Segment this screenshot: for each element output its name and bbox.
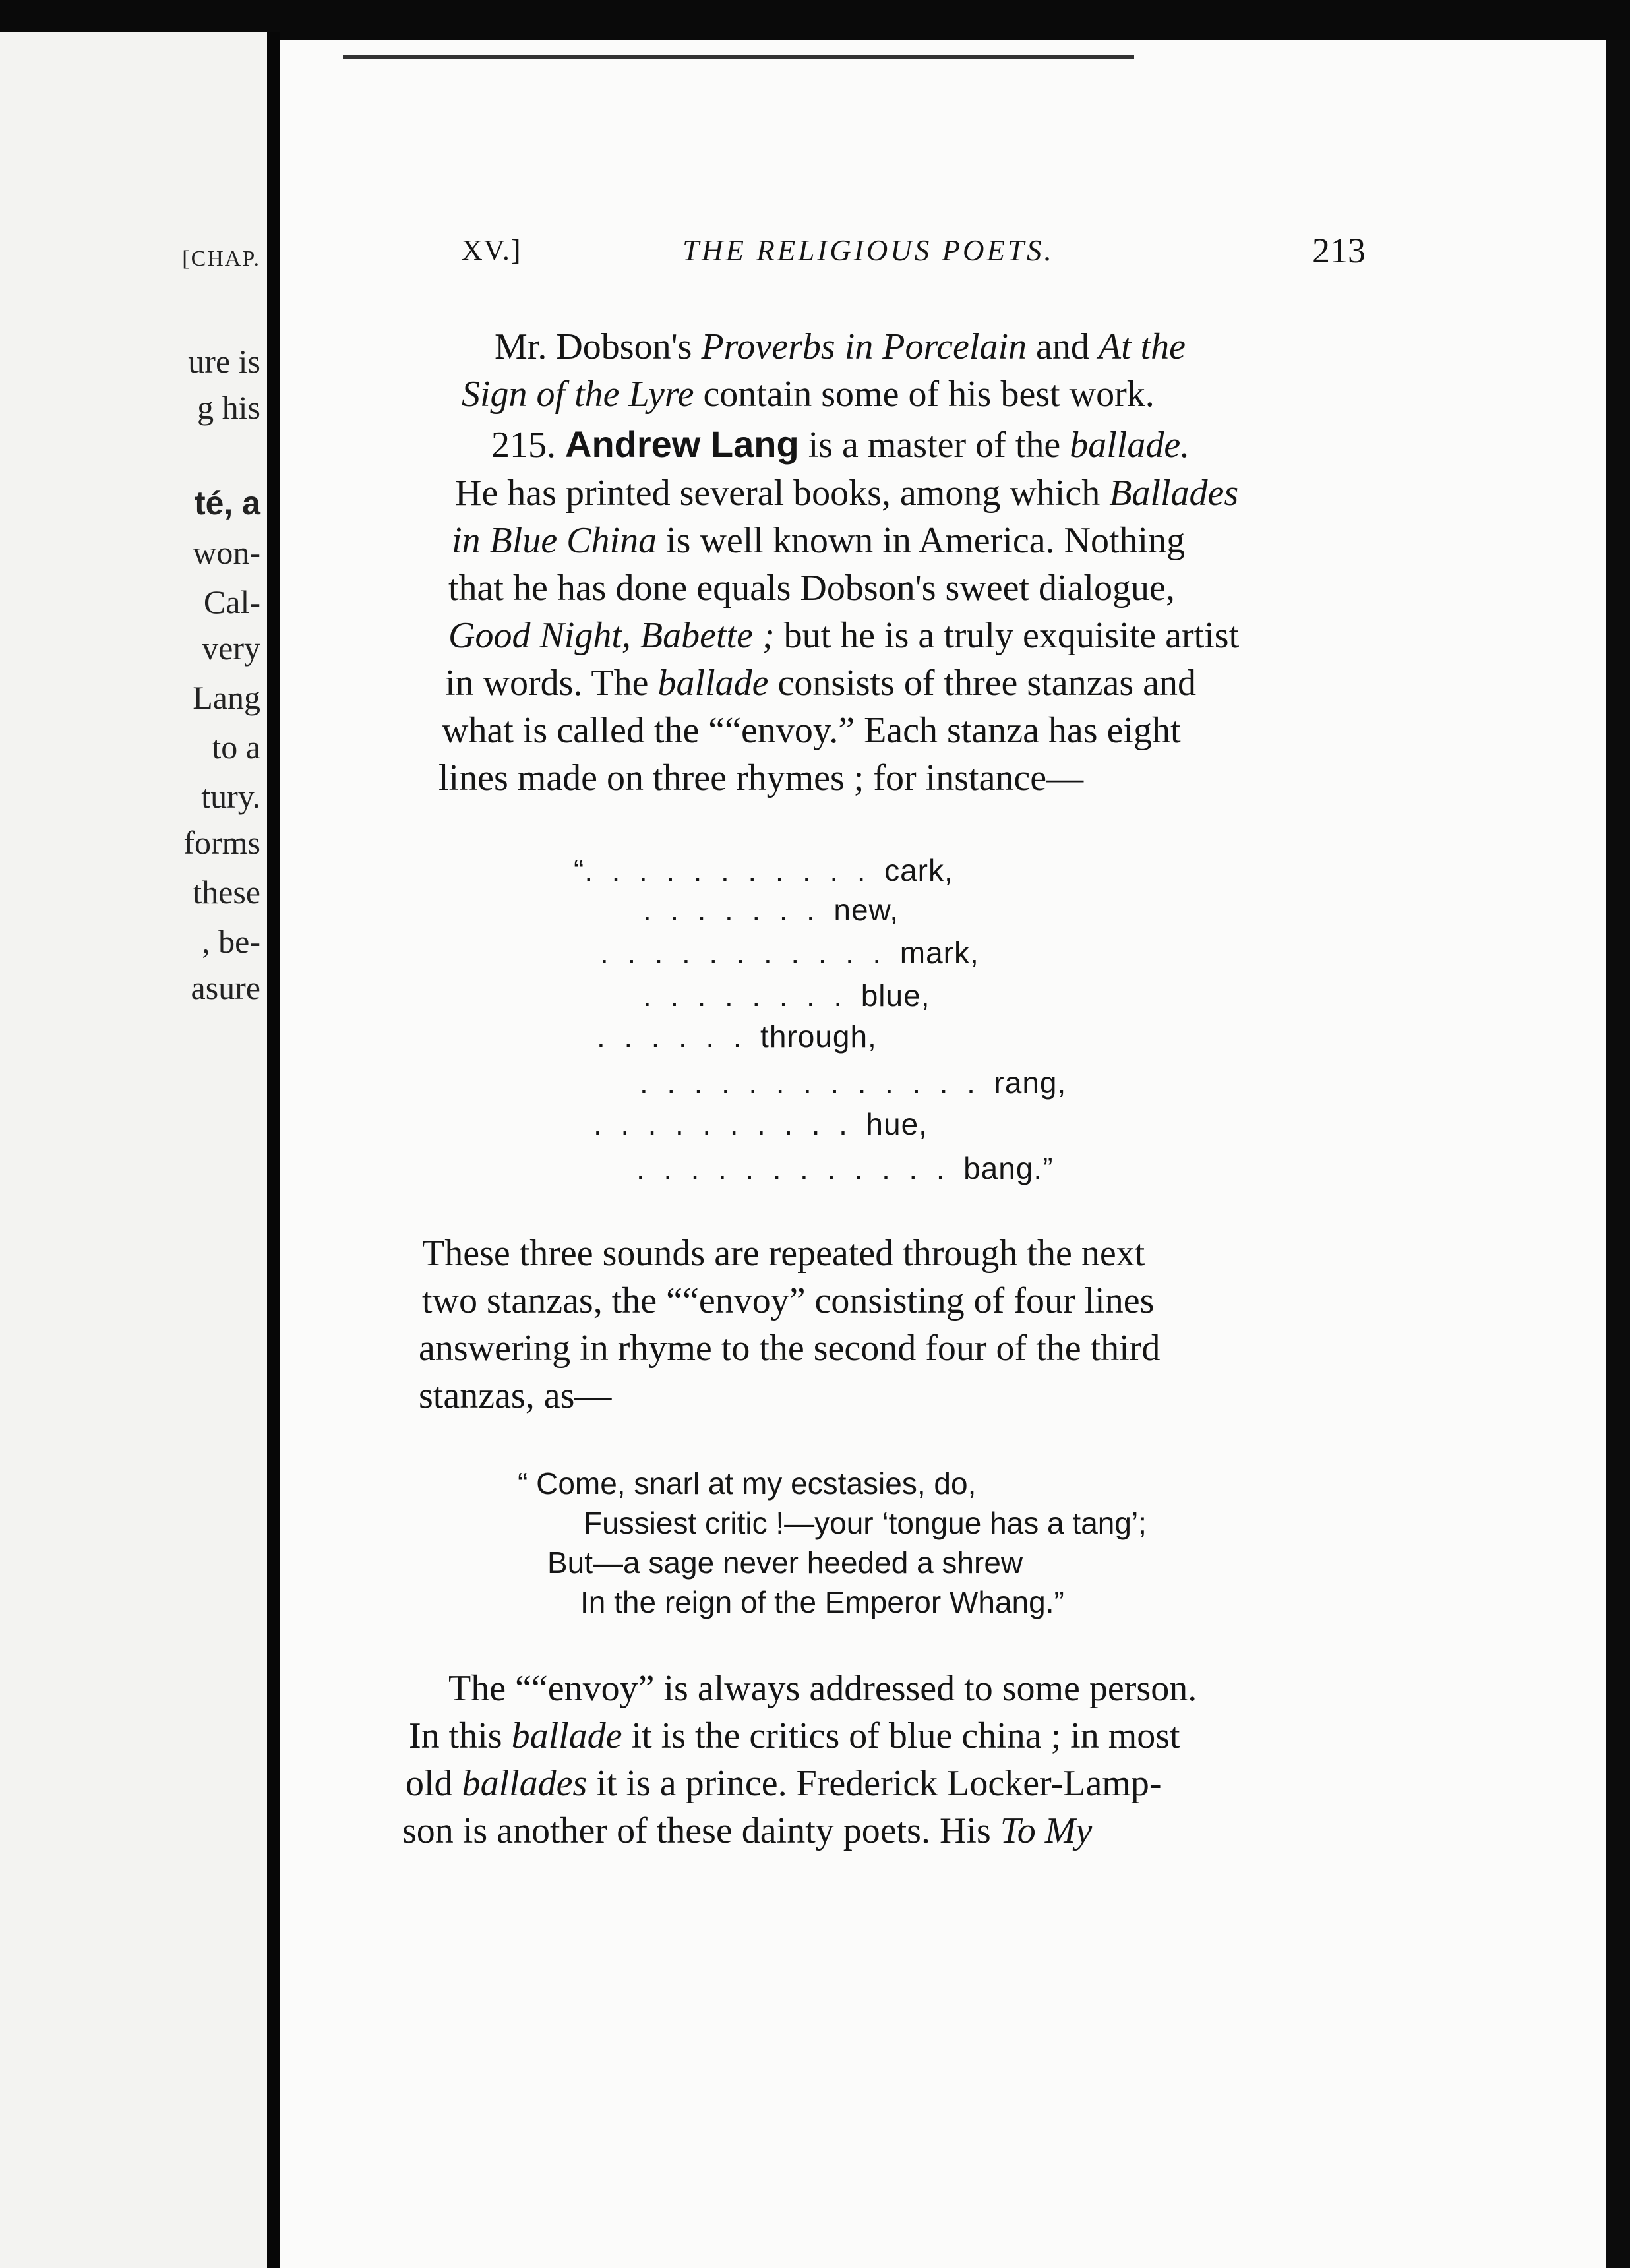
- paragraph-line: The ““envoy” is always addressed to some person.: [448, 1668, 1197, 1709]
- running-head-title: THE RELIGIOUS POETS.: [682, 234, 1054, 267]
- left-page-fragment: ure is: [188, 343, 260, 380]
- paragraph-line: These three sounds are repeated through the next: [422, 1233, 1145, 1274]
- page-number: 213: [1312, 231, 1366, 270]
- left-page-edge: [0, 32, 267, 2268]
- paragraph-line: He has printed several books, among which Ballades: [455, 473, 1239, 514]
- left-page-fragment: very: [202, 630, 260, 667]
- paragraph-line: son is another of these dainty poets. His To My: [402, 1810, 1093, 1851]
- paragraph-line: what is called the ““envoy.” Each stanza has eight: [442, 710, 1181, 751]
- paragraph-line: Good Night, Babette ; but he is a truly exquisite artist: [448, 615, 1240, 656]
- rhyme-scheme-line: . . . . . . . . . . . . . rang,: [640, 1065, 1067, 1100]
- envoy-line: “ Come, snarl at my ecstasies, do,: [518, 1466, 977, 1501]
- paragraph-line: Mr. Dobson's Proverbs in Porcelain and At the: [495, 326, 1186, 367]
- rhyme-scheme-line: . . . . . . . . . . . . bang.”: [636, 1151, 1054, 1185]
- envoy-line: In the reign of the Emperor Whang.”: [580, 1585, 1064, 1619]
- rhyme-scheme-line: . . . . . . . . . . . mark,: [600, 936, 979, 970]
- paragraph-line: that he has done equals Dobson's sweet dialogue,: [448, 568, 1175, 609]
- left-page-fragment: asure: [191, 969, 260, 1006]
- paragraph-line: lines made on three rhymes ; for instance—: [438, 758, 1084, 798]
- scan-right-border: [1606, 40, 1630, 2268]
- paragraph-line: in words. The ballade consists of three stanzas and: [445, 663, 1196, 703]
- rhyme-scheme-line: . . . . . . . . . . hue,: [593, 1107, 928, 1141]
- left-page-fragment: won-: [193, 534, 260, 571]
- author-name: Andrew Lang: [565, 423, 799, 465]
- paragraph-line: stanzas, as—: [419, 1375, 612, 1416]
- rhyme-scheme-line: . . . . . . . . blue,: [643, 978, 930, 1013]
- envoy-line: But—a sage never heeded a shrew: [547, 1545, 1023, 1580]
- left-page-fragment: forms: [183, 824, 260, 861]
- page-top-rule: [343, 55, 1134, 59]
- running-head-chapter: XV.]: [462, 234, 522, 266]
- rhyme-scheme-line: “. . . . . . . . . . . cark,: [574, 853, 953, 887]
- left-page-fragment: [CHAP.: [182, 247, 260, 271]
- rhyme-scheme-line: . . . . . . through,: [597, 1019, 877, 1054]
- left-page-fragment: Lang: [193, 679, 260, 716]
- paragraph-line: In this ballade it is the critics of blue china ; in most: [409, 1716, 1180, 1756]
- paragraph-line: Sign of the Lyre contain some of his best work.: [462, 374, 1155, 415]
- left-page-fragment: these: [193, 874, 260, 910]
- paragraph-line: answering in rhyme to the second four of the third: [419, 1328, 1161, 1369]
- paragraph-line: two stanzas, the ““envoy” consisting of four lines: [422, 1280, 1155, 1321]
- left-page-fragment: , be-: [202, 923, 260, 960]
- envoy-line: Fussiest critic !—your ‘tongue has a tang’;: [584, 1506, 1147, 1540]
- rhyme-scheme-line: . . . . . . . new,: [643, 893, 899, 927]
- paragraph-line: old ballades it is a prince. Frederick Locker-Lamp-: [406, 1763, 1162, 1804]
- paragraph-line: in Blue China is well known in America. Nothing: [452, 520, 1186, 561]
- left-page-fragment: tury.: [201, 778, 260, 815]
- book-gutter: [267, 32, 280, 2268]
- left-page-fragment: Cal-: [203, 583, 260, 620]
- left-page-fragment: té, a: [194, 485, 260, 522]
- left-page-fragment: to a: [212, 729, 260, 765]
- left-page-fragment: g his: [197, 389, 260, 426]
- paragraph-line: 215. Andrew Lang is a master of the ballade.: [491, 423, 1190, 465]
